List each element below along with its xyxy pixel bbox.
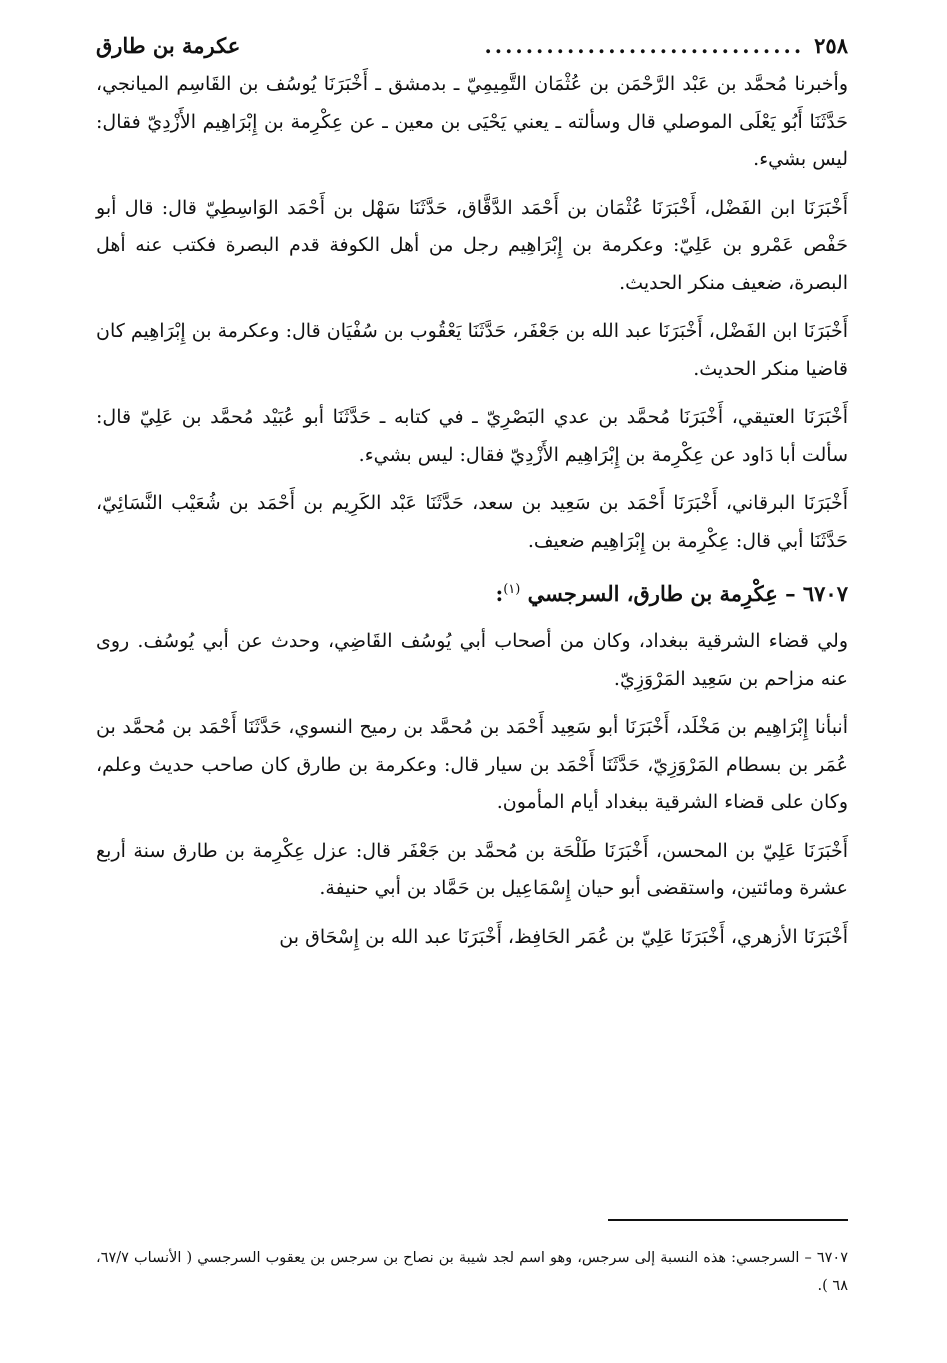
header-leader-dots: ............................... bbox=[484, 33, 805, 58]
page-header bbox=[96, 30, 848, 62]
entry-dash: – bbox=[785, 581, 796, 606]
paragraph: أَخْبَرَنَا عَلِيّ بن المحسن، أَخْبَرَنَا طَلْحَة بن مُحمَّد بن جَعْفَر قال: عزل عِكْرِمة بن طارق سنة أربع عشرة ومائتين، واستقضى أبو حيان إِسْمَاعِيل بن حَمَّاد بن أبي حنيفة. bbox=[96, 839, 848, 899]
entry-number: ٦٧٠٧ bbox=[802, 581, 848, 606]
paragraph: أَخْبَرَنَا البرقاني، أَخْبَرَنَا أَحْمَد بن سَعِيد بن سعد، حَدَّثَنَا عَبْد الكَرِيم بن أَحْمَد بن شُعَيْب النَّسَائِيّ، حَدَّثَنَا أبي قال: عِكْرِمة بن إِبْرَاهِيم ضعيف. bbox=[96, 492, 848, 552]
book-page bbox=[96, 30, 848, 967]
entry-colon: : bbox=[495, 581, 504, 606]
running-title: عكرمة بن طارق bbox=[96, 33, 241, 58]
footnote: ٦٧٠٧ – السرجسي: هذه النسبة إلى سرجس، وهو اسم لجد شيبة بن نصاح بن سرجس بن يعقوب السرجسي ( الأنساب ٦٧/٧، ٦٨ ). bbox=[96, 1250, 848, 1294]
footnote-reference: (١) bbox=[503, 582, 521, 597]
paragraph: أَخْبَرَنَا ابن الفَضْل، أَخْبَرَنَا عُثْمَان بن أَحْمَد الدَّقَّاق، حَدَّثَنَا سَهْل بن أَحْمَد الوَاسِطِيّ قال: قال أبو حَفْص عَمْرو بن عَلِيّ: وعكرمة بن إِبْرَاهِيم رجل من أهل الكوفة قدم البصرة فكتب عنه أهل البصرة، ضعيف منكر الحديث. bbox=[96, 196, 848, 294]
paragraph: ولي قضاء الشرقية ببغداد، وكان من أصحاب أبي يُوسُف القَاضِي، وحدث عن أبي يُوسُف. روى عنه مزاحم بن سَعِيد المَرْوَزِيّ. bbox=[96, 630, 848, 690]
entry-name: عِكْرِمة بن طارق، السرجسي bbox=[527, 581, 778, 606]
page-number: ٢٥٨ bbox=[814, 33, 848, 58]
paragraph: أنبأنا إِبْرَاهِيم بن مَخْلَد، أَخْبَرَنَا أبو سَعِيد أَحْمَد بن مُحمَّد بن رميح النسوي، حَدَّثَنَا أَحْمَد بن مُحمَّد بن عُمَر بن بسطام المَرْوَزِيّ، حَدَّثَنَا أَحْمَد بن سيار قال: وعكرمة بن طارق كان صاحب حديث وعلم، وكان على قضاء الشرقية ببغداد أيام المأمون. bbox=[96, 716, 848, 813]
paragraph: أَخْبَرَنَا الأزهري، أَخْبَرَنَا عَلِيّ بن عُمَر الحَافِظ، أَخْبَرَنَا عبد الله بن إِسْحَاق بن bbox=[279, 925, 848, 948]
paragraph: أَخْبَرَنَا العتيقي، أَخْبَرَنَا مُحمَّد بن عدي البَصْرِيّ ـ في كتابه ـ حَدَّثَنَا أبو عُبَيْد مُحمَّد بن عَلِيّ قال: سألت أبا دَاود عن عِكْرِمة بن إِبْرَاهِيم الأَزْدِيّ فقال: ليس بشيء. bbox=[96, 406, 848, 466]
entry-heading bbox=[96, 571, 848, 613]
paragraph: أَخْبَرَنَا ابن الفَضْل، أَخْبَرَنَا عبد الله بن جَعْفَر، حَدَّثَنَا يَعْقُوب بن سُفْيَان قال: وعكرمة بن إِبْرَاهِيم كان قاضيا منكر الحديث. bbox=[96, 320, 848, 380]
footnote-separator bbox=[608, 1219, 848, 1221]
paragraph: وأخبرنا مُحمَّد بن عَبْد الرَّحْمَن بن عُثْمَان التَّمِيمِيّ ـ بدمشق ـ أَخْبَرَنَا يُوسُف بن القَاسِم الميانجي، حَدَّثَنَا أَبُو يَعْلَى الموصلي قال وسألته ـ يعني يَحْيَى بن معين ـ عن عِكْرِمة بن إِبْرَاهِيم الأَزْدِيّ فقال: ليس بشيء. bbox=[96, 73, 848, 170]
main-text bbox=[96, 66, 848, 956]
